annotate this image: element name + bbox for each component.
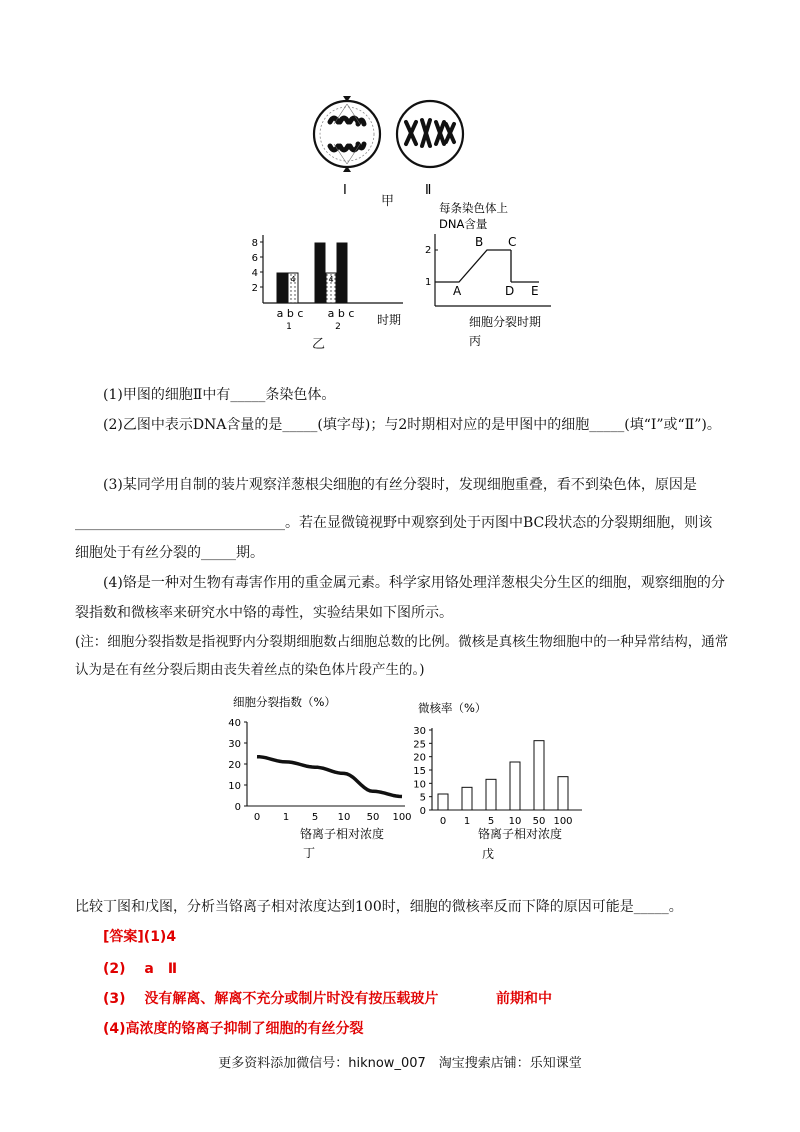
wu-y-ticks xyxy=(413,726,432,817)
question-3a: (3)某同学用自制的装片观察洋葱根尖细胞的有丝分裂时，发现细胞重叠，看不到染色体，原因是 xyxy=(103,477,697,493)
ding-division-index-line xyxy=(257,757,402,797)
yi-tick-8: 8 xyxy=(251,238,258,249)
wu-y-tick-label: 0 xyxy=(419,806,426,817)
figure-jia-caption: 甲 xyxy=(381,194,395,209)
figure-yi-caption: 乙 xyxy=(312,337,326,352)
wu-bar-100 xyxy=(558,777,568,810)
wu-x-tick-label: 100 xyxy=(553,816,573,827)
yi-group-2-number: 2 xyxy=(335,322,341,332)
answer-3-part1: (3) 没有解离、解离不充分或制片时没有按压载玻片 xyxy=(103,991,439,1007)
question-note: (注：细胞分裂指数是指视野内分裂期细胞数占细胞总数的比例。微核是真核生物细胞中的一种异常结构，通常认为是在有丝分裂后期由丧失着丝点的染色体片段产生的。) xyxy=(75,634,729,678)
answer-2: (2) a Ⅱ xyxy=(103,961,178,977)
wu-x-tick-label: 50 xyxy=(532,816,546,827)
ding-x-tick-label: 1 xyxy=(282,812,290,823)
ding-y-tick-label: 10 xyxy=(228,781,241,792)
wu-bar-50 xyxy=(534,741,544,810)
ding-y-ticks xyxy=(228,718,247,813)
cell-1-label: Ⅰ xyxy=(343,183,347,198)
yi-x-label: 时期 xyxy=(377,313,402,327)
wu-bar-5 xyxy=(486,779,496,810)
bing-point-b: B xyxy=(475,235,484,249)
wu-x-tick-label: 0 xyxy=(439,816,447,827)
ding-x-tick-label: 0 xyxy=(253,812,261,823)
yi-bar-value-label: 4 xyxy=(290,275,296,284)
bing-caption: 丙 xyxy=(469,334,482,348)
yi-y-tick-labels xyxy=(252,238,258,294)
cell-2-label: Ⅱ xyxy=(425,183,432,198)
yi-group-2-letters: a b c xyxy=(327,307,355,320)
wu-y-tick-label: 30 xyxy=(413,726,426,737)
wu-bar-10 xyxy=(510,762,520,810)
ding-caption: 丁 xyxy=(303,846,316,860)
bing-point-d: D xyxy=(505,284,515,298)
wu-y-tick-label: 5 xyxy=(419,792,426,804)
yi-tick-2: 2 xyxy=(251,283,258,294)
wu-caption: 戊 xyxy=(482,847,495,861)
wu-y-tick-label: 15 xyxy=(413,766,426,777)
wu-bar-1 xyxy=(462,787,472,810)
bing-tick-1: 1 xyxy=(425,277,432,288)
ding-y-tick-label: 30 xyxy=(228,739,241,750)
ding-x-tick-label: 10 xyxy=(337,812,351,823)
question-2: (2)乙图中表示DNA含量的是_____(填字母)；与2时期相对应的是甲图中的细胞_____(填“Ⅰ”或“Ⅱ”)。 xyxy=(103,417,721,433)
wu-title: 微核率（%） xyxy=(418,701,487,715)
yi-tick-6: 6 xyxy=(251,253,258,264)
yi-bar-value-label: 4 xyxy=(328,275,334,284)
figure-bing xyxy=(425,198,575,348)
yi-bar-1-a xyxy=(277,273,287,303)
footer: 更多资料添加微信号：hiknow_007 淘宝搜索店铺：乐知课堂 xyxy=(218,1056,582,1071)
yi-bar-2-a xyxy=(315,243,325,303)
ding-x-ticks xyxy=(254,812,412,823)
bing-title-line1: 每条染色体上 xyxy=(439,201,508,215)
wu-bar-0 xyxy=(438,794,448,810)
wu-x-tick-label: 10 xyxy=(508,816,522,827)
answer-4: (4)高浓度的铬离子抑制了细胞的有丝分裂 xyxy=(103,1021,364,1037)
bing-point-a: A xyxy=(453,284,462,298)
figure-wu xyxy=(410,698,590,863)
wu-x-tick-label: 1 xyxy=(463,816,471,827)
cell-2-diagram xyxy=(397,101,463,167)
yi-group-1-number: 1 xyxy=(286,322,292,332)
question-4: (4)铬是一种对生物有毒害作用的重金属元素。科学家用铬处理洋葱根尖分生区的细胞，观察细胞的分裂指数和微核率来研究水中铬的毒性，实验结果如下图所示。 xyxy=(75,575,725,621)
ding-y-tick-label: 20 xyxy=(228,760,241,771)
question-compare: 比较丁图和戊图，分析当铬离子相对浓度达到100时，细胞的微核率反而下降的原因可能是_____。 xyxy=(75,899,683,915)
answer-3-part2: 前期和中 xyxy=(496,991,552,1007)
wu-x-tick-label: 5 xyxy=(487,816,495,827)
ding-x-tick-label: 100 xyxy=(392,812,412,823)
ding-x-label: 铬离子相对浓度 xyxy=(300,827,385,841)
bing-point-e: E xyxy=(531,284,539,298)
yi-bar-2-c xyxy=(337,243,347,303)
question-3b: ______________________________。若在显微镜视野中观察到处于丙图中BC段状态的分裂期细胞，则该细胞处于有丝分裂的_____期。 xyxy=(75,515,713,561)
wu-y-tick-label: 25 xyxy=(413,739,426,751)
wu-y-tick-label: 10 xyxy=(413,779,426,791)
ding-y-tick-label: 40 xyxy=(228,718,241,729)
ding-title: 细胞分裂指数（%） xyxy=(233,695,336,709)
figure-yi xyxy=(225,225,415,350)
wu-y-tick-label: 20 xyxy=(413,752,426,764)
ding-x-tick-label: 5 xyxy=(311,812,319,823)
yi-group-1-letters: a b c xyxy=(276,307,304,320)
answer-1: [答案](1)4 xyxy=(103,929,177,945)
figure-jia xyxy=(300,92,480,202)
question-1: (1)甲图的细胞Ⅱ中有_____条染色体。 xyxy=(103,387,336,403)
wu-bars xyxy=(438,741,568,810)
bing-tick-2: 2 xyxy=(425,245,432,256)
bing-x-label: 细胞分裂时期 xyxy=(469,315,542,329)
figure-ding xyxy=(225,692,415,862)
cell-1-diagram xyxy=(314,96,380,172)
wu-x-label: 铬离子相对浓度 xyxy=(478,827,563,841)
ding-x-tick-label: 50 xyxy=(366,812,380,823)
bing-point-c: C xyxy=(508,235,517,249)
wu-x-ticks xyxy=(440,816,573,827)
yi-tick-4: 4 xyxy=(251,268,258,279)
bing-title-line2: DNA含量 xyxy=(439,217,488,231)
bing-dna-line xyxy=(435,250,511,282)
ding-y-tick-label: 0 xyxy=(234,802,241,813)
